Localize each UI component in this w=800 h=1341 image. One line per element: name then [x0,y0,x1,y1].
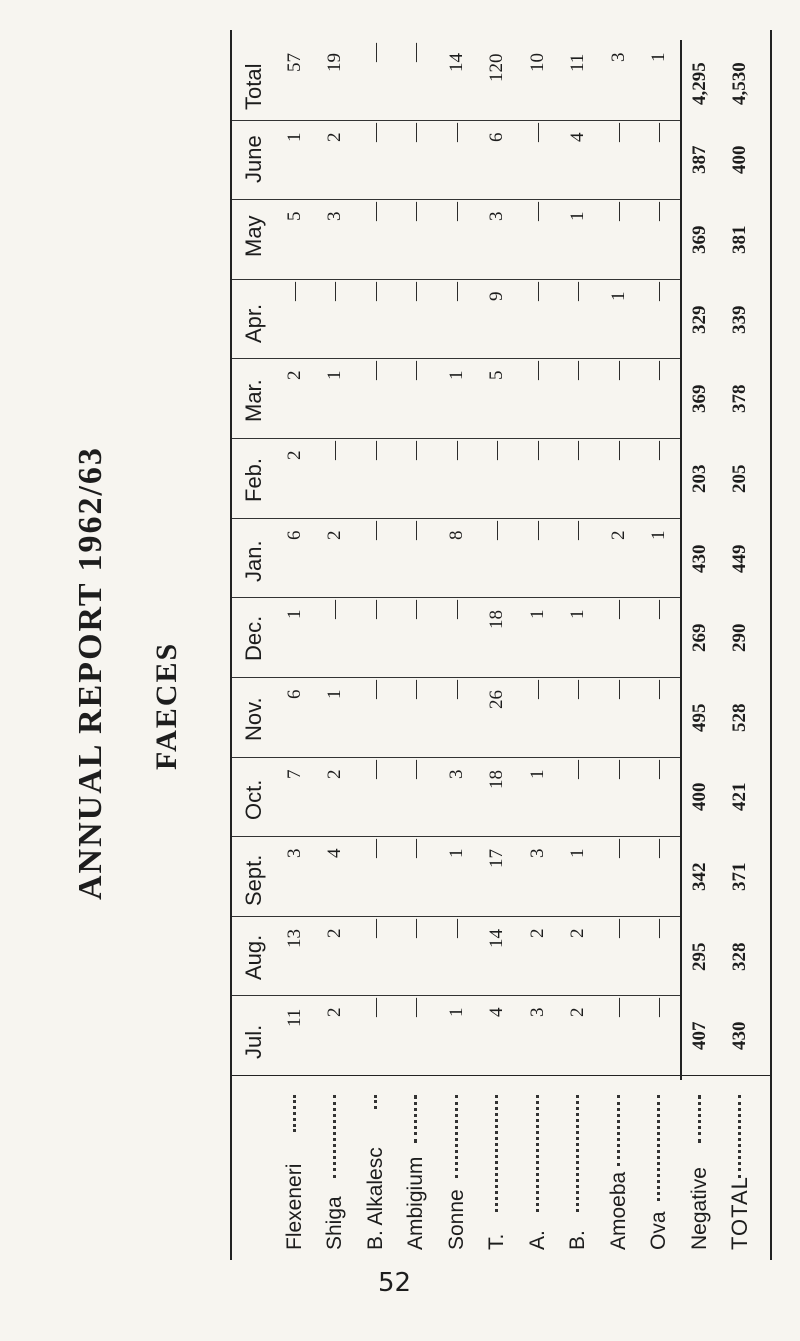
table-cell: — [607,202,629,222]
table-cell: — [607,122,629,142]
table-cell: 18 [486,610,508,630]
month-divider [232,677,680,678]
table-cell: — [364,43,386,62]
table-cell: — [324,281,346,301]
table-cell: 57 [284,53,305,72]
month-divider [232,518,680,519]
table-cell: 2 [324,928,346,938]
table-cell: 528 [729,703,750,732]
row-label: T. [485,1233,509,1250]
table-cell: — [607,600,629,620]
table-cell: — [445,441,467,461]
table-cell: 7 [284,769,305,779]
month-header: June [241,135,266,184]
table-cell: 14 [486,928,508,948]
table-cell: 6 [284,530,305,540]
leader-dots [293,1095,300,1132]
table-cell: 1 [648,530,670,540]
month-divider [232,757,680,758]
table-cell: — [284,281,305,301]
leader-dots [576,1095,583,1212]
table-cell: — [486,441,508,461]
table-cell: 1 [648,52,670,62]
table-cell: 371 [729,862,750,891]
table-cell: — [364,122,386,142]
table-cell: 1 [324,370,346,381]
month-header: Feb. [241,457,266,502]
table-cell: — [648,361,670,381]
row-label: B. Alkalesc [363,1147,387,1250]
table-cell: 8 [445,530,467,540]
table-cell: — [445,202,467,222]
table-cell: 5 [284,211,305,222]
table-cell: 2 [324,1007,346,1018]
table-cell: 328 [729,942,750,971]
table-cell: 1 [567,848,589,859]
table-cell: 290 [729,623,750,653]
table-cell: 369 [688,384,710,414]
table-cell: — [526,202,548,222]
table-cell: — [405,679,427,699]
table-cell: — [526,281,548,301]
table-cell: 9 [486,291,508,301]
table-cell: — [445,281,467,301]
table-cell: 1 [445,1007,467,1018]
table-cell: — [607,918,629,938]
table-cell: — [445,122,467,142]
table-cell: 400 [729,145,750,175]
month-header: Jul. [241,1024,266,1060]
leader-dots [495,1095,502,1212]
table-cell: — [364,520,386,540]
table-cell: — [324,441,346,461]
table-cell: 1 [526,609,548,620]
table-cell: 449 [729,544,750,573]
table-cell: — [648,122,670,142]
table-cell: 387 [688,145,710,175]
table-cell: 3 [607,52,629,62]
table-cell: — [324,600,346,620]
table-cell: — [567,441,589,461]
table-cell: 339 [729,305,750,334]
row-label: Negative [687,1167,711,1250]
table-cell: — [364,679,386,699]
table-cell: 5 [486,370,508,381]
table-cell: — [405,759,427,779]
table-cell: 3 [445,769,467,779]
table-cell: — [405,520,427,540]
table-cell: 1 [607,291,629,301]
table-cell: — [567,520,589,540]
table-cell: — [364,361,386,381]
table-cell: 6 [284,689,305,699]
table-cell: — [526,679,548,699]
table-cell: 2 [284,450,305,461]
table-cell: 3 [324,211,346,222]
table-cell: — [567,679,589,699]
table-cell: — [405,918,427,938]
table-cell: 13 [284,928,305,948]
leader-dots [536,1095,543,1212]
table-cell: — [648,202,670,222]
row-label: B. [566,1230,590,1250]
row-label: Ambigium [404,1156,428,1250]
month-header: Dec. [241,615,266,662]
table-cell: 3 [526,848,548,859]
table-cell: 430 [688,544,710,573]
table-cell: 19 [324,53,346,72]
leader-dots [414,1095,421,1143]
table-cell: — [486,520,508,540]
month-divider [232,279,680,280]
label-column-divider [230,1075,770,1076]
table-cell: — [405,441,427,461]
table-cell: — [364,839,386,859]
table-cell: 369 [688,225,710,255]
table-cell: 1 [284,609,305,620]
table-cell: — [364,281,386,301]
table-right-border [680,40,682,1080]
month-divider [232,358,680,359]
table-cell: — [648,441,670,461]
table-cell: 26 [486,689,508,709]
month-header: Sept. [241,854,266,906]
table-cell: 2 [324,769,346,779]
table-cell: 1 [324,689,346,699]
month-header: Nov. [241,697,266,741]
table-cell: — [648,918,670,938]
leader-dots [333,1095,340,1178]
table-cell: 203 [688,464,710,493]
table-cell: 4 [486,1007,508,1018]
month-header: Oct. [241,780,266,821]
table-cell: 1 [526,769,548,779]
table-cell: 2 [284,370,305,381]
table-cell: — [648,998,670,1018]
table-cell: 17 [486,849,508,869]
table-cell: 3 [284,848,305,859]
table-cell: 495 [688,703,710,732]
month-header: May [241,215,266,258]
table-cell: — [648,839,670,859]
leader-dots [617,1095,624,1166]
row-label: Sonne [444,1189,468,1250]
month-divider [232,438,680,439]
table-cell: — [567,281,589,301]
table-cell: 1 [284,132,305,142]
table-cell: — [405,361,427,381]
table-cell: — [405,122,427,142]
table-cell: — [526,122,548,142]
leader-dots [374,1095,381,1109]
table-cell: 4 [324,848,346,859]
table-far-right-border [770,30,772,1260]
table-cell: — [405,281,427,301]
table-cell: 14 [445,53,467,72]
month-header: Apr. [241,303,266,343]
page-number: 52 [378,1268,412,1298]
month-header: Aug. [241,934,266,980]
table-cell: 2 [567,928,589,938]
report-title: ANNUAL REPORT 1962/63 [72,446,109,900]
table-cell: 6 [486,132,508,142]
table-cell: 295 [688,942,710,971]
table-cell: — [648,679,670,699]
leader-dots [455,1095,462,1178]
row-label: Amoeba [606,1171,630,1250]
table-cell: — [364,998,386,1018]
table-cell: — [567,361,589,381]
table-cell: 205 [729,464,750,493]
table-cell: 2 [526,928,548,938]
month-divider [232,836,680,837]
table-cell: — [364,441,386,461]
table-cell: — [607,839,629,859]
table-cell: — [607,441,629,461]
table-cell: — [567,759,589,779]
month-divider [232,995,680,996]
table-cell: 1 [567,211,589,222]
leader-dots [698,1095,705,1143]
table-cell: 1 [445,848,467,859]
table-cell: — [526,520,548,540]
row-label: Ova [647,1211,671,1250]
month-header: Jan. [241,539,266,582]
table-cell: 4 [567,132,589,142]
table-cell: 400 [688,782,710,812]
table-cell: 269 [688,623,710,653]
table-cell: 2 [324,530,346,540]
table-cell: — [445,679,467,699]
table-cell: 120 [486,53,508,82]
table-cell: 11 [567,53,589,72]
table-cell: 381 [729,225,750,255]
report-subtitle: FAECES [150,641,183,770]
leader-dots [738,1095,745,1178]
table-cell: 2 [324,132,346,142]
table-cell: 3 [526,1007,548,1018]
table-cell: — [648,759,670,779]
table-cell: 2 [607,530,629,540]
table-cell: — [364,600,386,620]
table-cell: — [648,281,670,301]
table-cell: — [405,600,427,620]
table-cell: 342 [688,862,710,891]
month-header: Total [241,63,266,110]
row-label: Shiga [323,1196,347,1250]
table-cell: 1 [445,370,467,381]
table-cell: 421 [729,782,750,812]
month-header: Mar. [241,379,266,423]
table-cell: 329 [688,305,710,334]
table-cell: 11 [284,1009,305,1028]
table-cell: — [526,361,548,381]
table-cell: — [364,202,386,222]
table-cell: — [607,759,629,779]
table-cell: 2 [567,1007,589,1018]
month-divider [232,120,680,121]
row-label: Flexeneri [283,1163,306,1250]
table-cell: 378 [729,384,750,414]
month-divider [232,597,680,598]
table-cell: — [445,600,467,620]
table-cell: — [405,839,427,859]
table-cell: 4,295 [688,62,710,105]
table-cell: — [405,202,427,222]
table-cell: 3 [486,211,508,222]
row-label: TOTAL [727,1176,752,1250]
table-cell: 407 [688,1021,710,1051]
table-cell: — [607,998,629,1018]
month-divider [232,199,680,200]
table-cell: 1 [567,609,589,620]
table-cell: — [445,918,467,938]
table-cell: 10 [526,53,548,72]
table-cell: — [405,998,427,1018]
table-cell: 18 [486,769,508,789]
table-cell: — [648,600,670,620]
table-cell: 4,530 [729,62,750,105]
table-cell: 430 [729,1021,750,1051]
leader-dots [657,1095,664,1201]
table-cell: — [526,441,548,461]
table-cell: — [607,361,629,381]
table-cell: — [364,759,386,779]
table-cell: — [364,918,386,938]
month-divider [232,916,680,917]
table-cell: — [405,43,427,62]
row-label: A. [525,1230,549,1250]
table-cell: — [607,679,629,699]
